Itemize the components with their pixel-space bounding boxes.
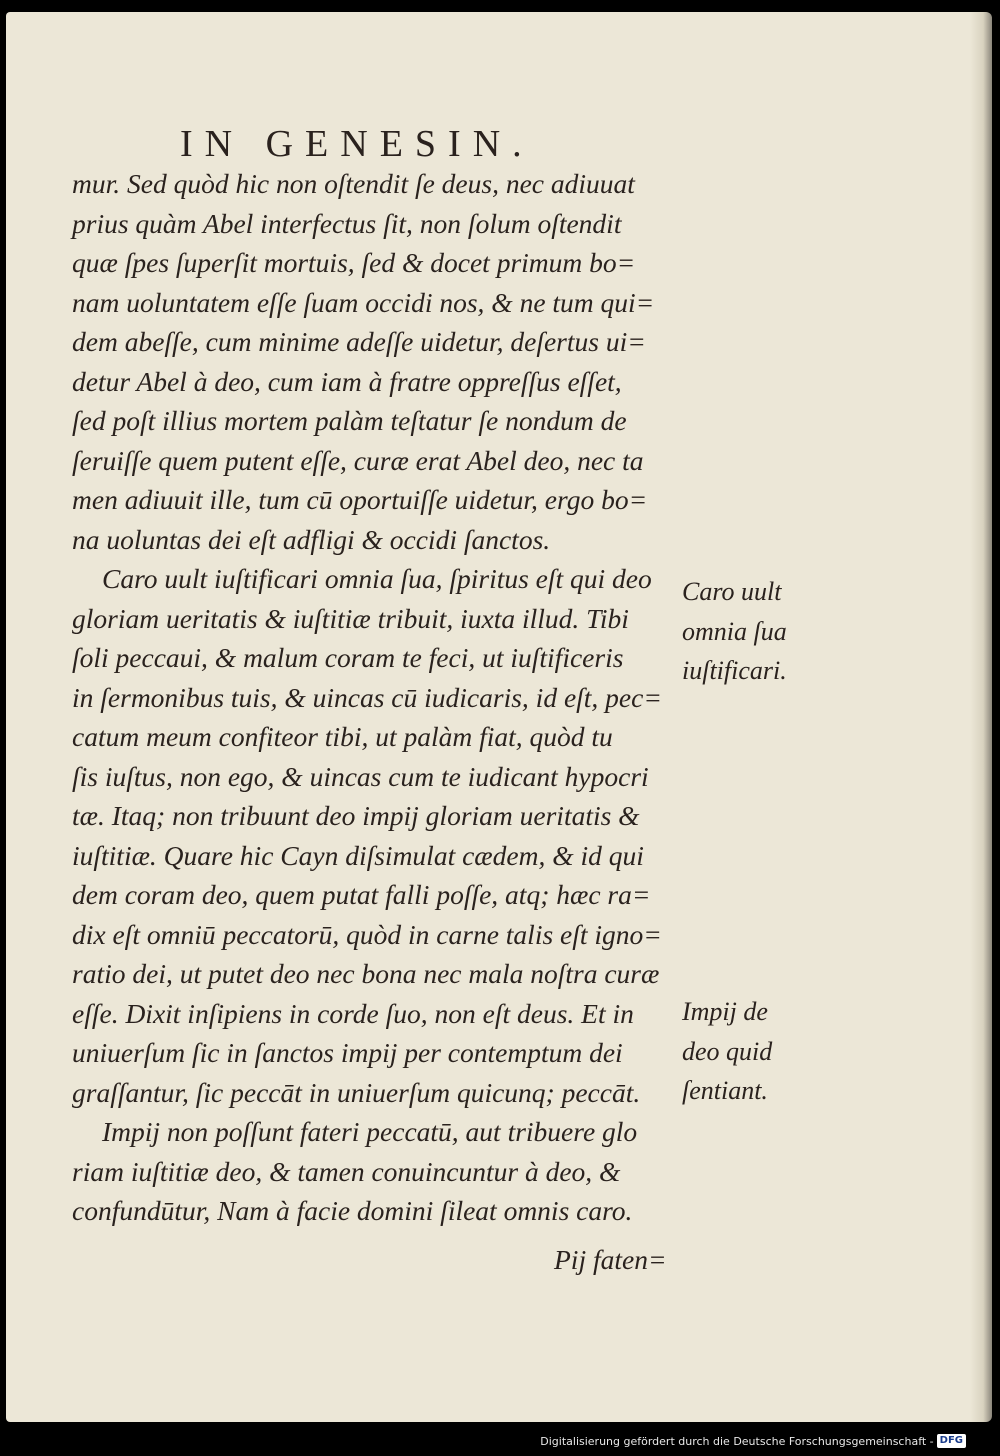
body-text [72,164,692,1231]
text-line: ſis iuſtus, non ego, & uincas cum te iudicant hypocri [72,760,649,792]
text-line: tæ. Itaq; non tribuunt deo impij gloriam ueritatis & [72,800,640,831]
catchword-text: Pij faten= [554,1244,667,1275]
margin-note-line: ſentiant. [682,1076,768,1105]
text-line: graſſantur, ſic peccāt in uniuerſum quicunq; peccāt. [72,1076,641,1108]
paragraph-start-line: Impij non poſſunt fateri peccatū, aut tribuere glo [102,1116,638,1147]
text-line: ratio dei, ut putet deo nec bona nec mala noſtra curæ [72,958,660,989]
text-line: gloriam ueritatis & iuſtitiæ tribuit, iuxta illud. Tibi [72,602,629,634]
margin-note-line: iuſtificari. [682,656,787,685]
margin-note [682,992,812,1111]
text-line: men adiuuit ille, tum cū oportuiſſe uidetur, ergo bo= [72,484,648,515]
text-line: mur. Sed quòd hic non oſtendit ſe deus, nec adiuuat [72,168,635,199]
text-line: na uoluntas dei eſt adfligi & occidi ſanctos. [72,523,551,555]
dfg-logo: DFG [937,1434,966,1448]
margin-note-line: Impij de [682,997,768,1026]
catchword [554,1240,667,1280]
book-page [6,12,990,1422]
text-line: eſſe. Dixit inſipiens in corde ſuo, non eſt deus. Et in [72,997,634,1029]
margin-note-line: deo quid [682,1036,773,1066]
footer-text: Digitalisierung gefördert durch die Deutsche Forschungsgemeinschaft - [540,1434,934,1448]
text-line: dem coram deo, quem putat falli poſſe, atq; hæc ra= [72,879,651,910]
margin-note-line: Caro uult [682,577,782,606]
text-line: detur Abel à deo, cum iam à fratre oppreſſus eſſet, [72,365,622,397]
text-line: catum meum confiteor tibi, ut palàm fiat, quòd tu [72,721,613,752]
digitization-footer [540,1434,966,1448]
text-line: quæ ſpes ſuperſit mortuis, ſed & docet primum bo= [72,247,636,278]
text-line: dix eſt omniū peccatorū, quòd in carne talis eſt igno= [72,918,662,950]
margin-note-line: omnia ſua [682,616,787,646]
text-line: in ſermonibus tuis, & uincas cū iudicaris, id eſt, pec= [72,681,662,713]
margin-note [682,572,812,691]
text-line: iuſtitiæ. Quare hic Cayn diſsimulat cædem, & id qui [72,839,644,871]
text-line: prius quàm Abel interfectus ſit, non ſolum oſtendit [72,207,622,239]
paragraph-start-line: Caro uult iuſtificari omnia ſua, ſpiritus eſt qui deo [102,563,652,594]
text-line: confundūtur, Nam à facie domini ſileat omnis caro. [72,1195,633,1226]
page-spine-shadow [970,12,992,1422]
text-line: ſoli peccaui, & malum coram te feci, ut iuſtificeris [72,642,624,673]
text-line: dem abeſſe, cum minime adeſſe uidetur, deſertus ui= [72,326,646,357]
text-line: riam iuſtitiæ deo, & tamen conuincuntur à deo, & [72,1155,621,1187]
text-line: ſed poſt illius mortem palàm teſtatur ſe nondum de [72,405,627,436]
text-line: uniuerſum ſic in ſanctos impij per contemptum dei [72,1037,623,1068]
running-head: IN GENESIN. [180,123,534,165]
text-line: ſeruiſſe quem putent eſſe, curæ erat Abel deo, nec ta [72,444,644,476]
text-line: nam uoluntatem eſſe ſuam occidi nos, & ne tum qui= [72,286,655,318]
